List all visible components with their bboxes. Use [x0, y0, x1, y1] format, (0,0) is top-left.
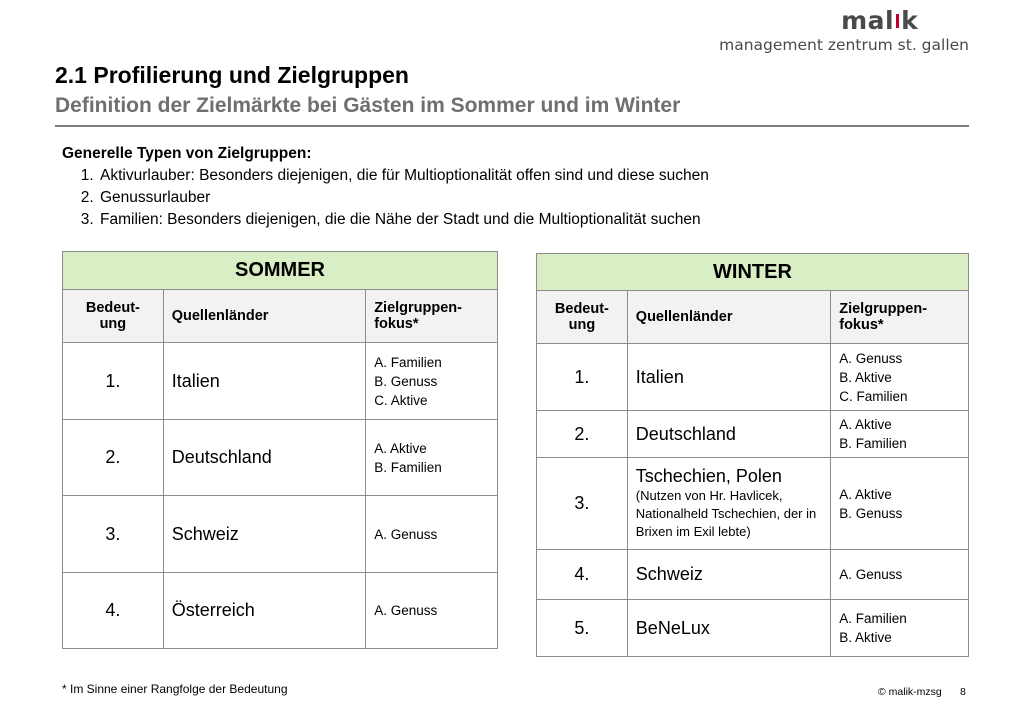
column-header-rank: Bedeut- ung — [63, 290, 164, 343]
country-note: (Nutzen von Hr. Havlicek, Nationalheld Tschechien, der in Brixen im Exil lebte) — [635, 488, 817, 539]
page-subtitle: Definition der Zielmärkte bei Gästen im Sommer und im Winter — [55, 94, 681, 117]
focus-entry: A. Aktive — [839, 486, 892, 502]
table-row — [537, 411, 969, 458]
target-group-intro — [62, 143, 709, 231]
country-cell: Italien — [163, 343, 365, 420]
focus-entry: A. Aktive — [839, 417, 892, 432]
country-name: Tschechien, Polen — [635, 466, 782, 486]
table-row — [63, 420, 498, 496]
list-item: 2. Genussurlauber — [98, 187, 709, 209]
focus-entry: A. Genuss — [839, 350, 903, 366]
malik-logo — [719, 6, 969, 54]
focus-cell — [831, 600, 969, 657]
focus-cell — [366, 573, 498, 649]
table-row — [63, 573, 498, 649]
logo-wordmark — [841, 6, 969, 36]
table-row — [537, 600, 969, 657]
table-row — [537, 550, 969, 600]
logo-accent-bar — [896, 14, 899, 28]
focus-entry: A. Familien — [374, 354, 442, 370]
table-row — [63, 496, 498, 573]
rank-cell: 1. — [537, 344, 628, 411]
focus-entry: A. Aktive — [374, 440, 427, 456]
page-title: 2.1 Profilierung und Zielgruppen — [55, 62, 409, 88]
country-cell: Schweiz — [163, 496, 365, 573]
list-item: 1. Aktivurlauber: Besonders diejenigen, die für Multioptionalität offen sind und diese suchen — [98, 165, 709, 187]
rank-cell: 2. — [537, 411, 628, 458]
focus-entry: B. Aktive — [839, 630, 892, 645]
footnote: * Im Sinne einer Rangfolge der Bedeutung — [62, 682, 288, 696]
target-group-list — [62, 165, 709, 231]
table-row — [537, 344, 969, 411]
country-cell: Deutschland — [627, 411, 830, 458]
focus-cell — [831, 344, 969, 411]
focus-entry: B. Aktive — [839, 369, 892, 385]
logo-subtitle: management zentrum st. gallen — [719, 36, 969, 54]
column-header-country: Quellenländer — [627, 291, 830, 344]
country-cell: Schweiz — [627, 550, 830, 600]
focus-entry: C. Familien — [839, 388, 908, 404]
focus-entry: A. Genuss — [374, 603, 438, 618]
focus-entry: A. Genuss — [374, 526, 438, 542]
country-cell: Italien — [627, 344, 830, 411]
rank-cell: 1. — [63, 343, 164, 420]
column-header-country: Quellenländer — [163, 290, 365, 343]
page-number: 8 — [960, 686, 966, 698]
focus-entry: A. Genuss — [839, 567, 903, 582]
focus-cell — [366, 343, 498, 420]
focus-cell — [831, 458, 969, 550]
country-cell: BeNeLux — [627, 600, 830, 657]
focus-entry: C. Aktive — [374, 392, 428, 408]
title-divider — [55, 125, 969, 127]
intro-heading: Generelle Typen von Zielgruppen: — [62, 145, 312, 162]
focus-entry: B. Familien — [839, 436, 907, 451]
logo-text-end: k — [901, 6, 919, 35]
column-header-rank: Bedeut- ung — [537, 291, 628, 344]
rank-cell: 4. — [537, 550, 628, 600]
list-item: 3. Familien: Besonders diejenigen, die die Nähe der Stadt und die Multioptionalität suchen — [98, 209, 709, 231]
column-header-focus: Zielgruppen- fokus* — [831, 291, 969, 344]
focus-entry: A. Familien — [839, 611, 907, 626]
logo-text-start: mal — [841, 6, 895, 35]
sommer-table-title: SOMMER — [63, 252, 498, 290]
focus-cell — [366, 496, 498, 573]
winter-table-title: WINTER — [537, 254, 969, 291]
column-header-focus: Zielgruppen- fokus* — [366, 290, 498, 343]
rank-cell: 4. — [63, 573, 164, 649]
country-cell: Österreich — [163, 573, 365, 649]
focus-cell — [831, 411, 969, 458]
country-cell: Deutschland — [163, 420, 365, 496]
table-row — [63, 343, 498, 420]
copyright: © malik-mzsg — [878, 686, 942, 698]
focus-entry: B. Genuss — [839, 505, 903, 521]
country-cell — [627, 458, 830, 550]
focus-entry: B. Genuss — [374, 373, 438, 389]
rank-cell: 2. — [63, 420, 164, 496]
rank-cell: 3. — [537, 458, 628, 550]
rank-cell: 5. — [537, 600, 628, 657]
winter-table — [536, 253, 969, 657]
focus-cell — [831, 550, 969, 600]
focus-entry: B. Familien — [374, 459, 442, 475]
table-row — [537, 458, 969, 550]
focus-cell — [366, 420, 498, 496]
rank-cell: 3. — [63, 496, 164, 573]
sommer-table — [62, 251, 498, 649]
